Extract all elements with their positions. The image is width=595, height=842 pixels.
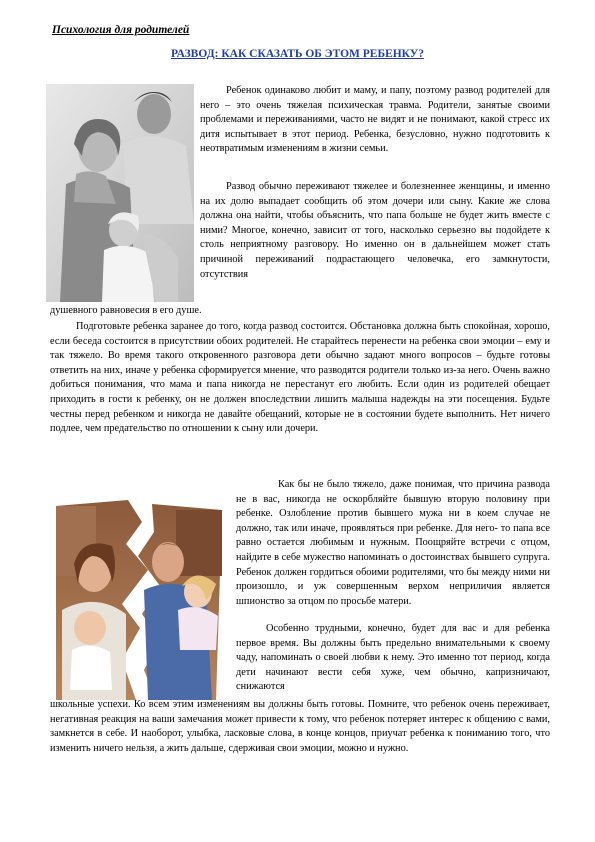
family-photo-grayscale: [46, 84, 194, 302]
paragraph-5-end: школьные успехи. Ко всем этим изменениям вы должны быть готовы. Помните, что ребенок очень переживает, негативная реакция на ваши замечания может привести к тому, что ребенок потеряет интерес к общению с вами, замкнется в себе. И наоборот, улыбка, ласковые слова, в конце концов, приучат ребенка к пониманию того, что изменить ничего нельзя, а жить дальше, сдерживая свои эмоции, можно и нужно.: [50, 699, 550, 754]
paragraph-1: Ребенок одинаково любит и маму, и папу, поэтому развод родителей для него – это очень тяжелая психическая травма. Родители, занятые своими проблемами и переживаниями, часто не видят и не понимают, какой стресс их дитя испытывает в этот период. Ребенка, безусловно, нужно подготовить к неотвратимым изменениям в жизни семьи.: [200, 85, 550, 155]
paragraph-3: Подготовьте ребенка заранее до того, когда развод состоится. Обстановка должна быть спокойная, хорошо, если беседа состоится в присутствии обоих родителей. Не старайтесь перенести на ребенка свои эмоции – ему и так тяжело. Во время такого откровенного разговора дети обычно задают много вопросов – будьте готовы ответить на них, иначе у ребенка сформируется мнение, что разводятся родители только из-за него. Очень важно добиться понимания, что мама и папа никогда не перестанут его любить. Если один из родителей обещает приходить в гости к ребенку, он не должен впоследствии лишить малыша надежды на эти посещения. Будьте честны перед ребенком и никогда не давайте обещаний, которые не в состоянии будете выполнить. Нет ничего подлее, чем предательство по отношении к сыну или дочери.: [50, 321, 550, 435]
section-header: Психология для родителей: [52, 24, 190, 36]
article-title: РАЗВОД: КАК СКАЗАТЬ ОБ ЭТОМ РЕБЕНКУ?: [171, 48, 424, 60]
paragraph-2-end: душевного равновесия в его душе.: [50, 305, 202, 316]
paragraph-4: Как бы не было тяжело, даже понимая, что причина развода не в вас, никогда не оскорбляйте бывшую вторую половину при ребенке. Озлобление против бывшего мужа ни в коем случае не должно, так или иначе, проявляться при ребенке. Для него- то папа все равно остается любимым и нужным. Поощряйте встречи с отцом, найдите в себе мужество напоминать о достоинствах бывшего супруга. Ребенок должен гордиться обоими родителями, что бы между ними ни произошло, и уж совершенным верхом неприличия является шпионство за отцом по просьбе матери.: [236, 479, 550, 607]
paragraph-2: Развод обычно переживают тяжелее и болезненнее женщины, и именно на их долю выпадает сообщить об этом дочери или сыну. Какие же слова должна она найти, чтобы объяснить, что папа больше не будет жить вместе с ними? Многое, конечно, зависит от того, насколько серьезно вы подойдете к столь неприятному разговору. Но именно он в дальнейшем может стать причиной переживаний подрастающего человечка, его замкнутости, отсутствия: [200, 181, 550, 280]
paragraph-5: Особенно трудными, конечно, будет для вас и для ребенка первое время. Вы должны быть предельно внимательными к своему чаду, напоминать о своей любви к нему. Это именно тот период, когда дети начинают вести себя хуже, чем обычно, капризничают, снижаются: [236, 623, 550, 693]
torn-family-photo: [56, 500, 222, 700]
